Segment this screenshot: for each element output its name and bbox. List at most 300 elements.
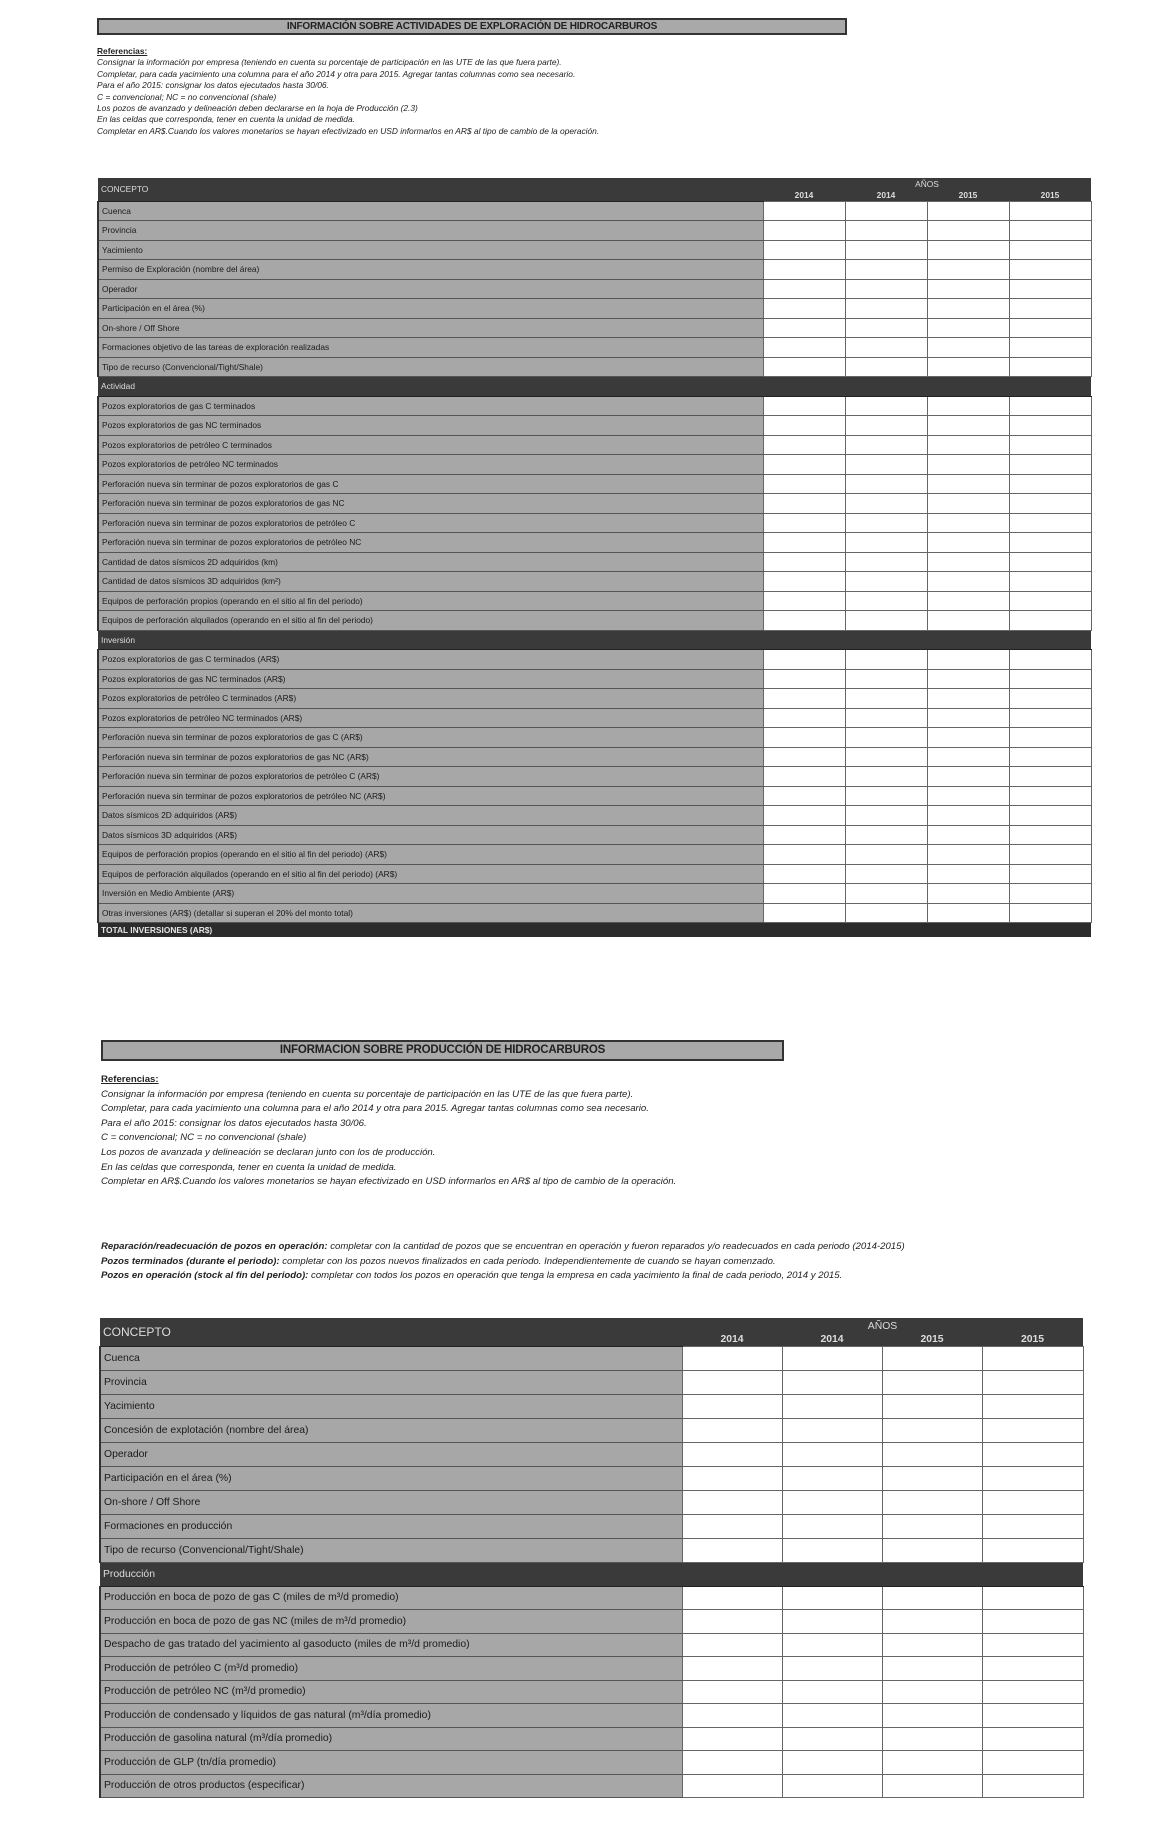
year-value-cell[interactable] xyxy=(927,689,1009,709)
year-value-cell[interactable] xyxy=(845,728,927,748)
year-value-cell[interactable] xyxy=(763,747,845,767)
year-value-cell[interactable] xyxy=(682,1514,782,1538)
concept-label: Tipo de recurso (Convencional/Tight/Shale) xyxy=(98,357,763,377)
year-value-cell[interactable] xyxy=(927,357,1009,377)
table-row xyxy=(98,650,1091,670)
table-row xyxy=(98,845,1091,865)
year-value-cell[interactable] xyxy=(1009,260,1091,280)
year-value-cell[interactable] xyxy=(927,786,1009,806)
year-value-cell[interactable] xyxy=(1009,708,1091,728)
year-value-cell[interactable] xyxy=(682,1418,782,1442)
year-value-cell[interactable] xyxy=(1009,357,1091,377)
year-value-cell[interactable] xyxy=(763,669,845,689)
year-value-cell[interactable] xyxy=(682,1394,782,1418)
year-value-cell[interactable] xyxy=(763,240,845,260)
year-value-cell[interactable] xyxy=(845,396,927,416)
reference-line: Los pozos de avanzado y delineación deben declararse en la hoja de Producción (2.3) xyxy=(97,103,418,114)
table-row xyxy=(100,1680,1083,1704)
year-value-cell[interactable] xyxy=(782,1466,882,1490)
concept-label: Producción de GLP (tn/día promedio) xyxy=(100,1751,682,1775)
year-value-cell[interactable] xyxy=(1009,845,1091,865)
year-value-cell[interactable] xyxy=(1009,513,1091,533)
section-investment: Inversión xyxy=(98,630,1091,650)
year-value-cell[interactable] xyxy=(882,1418,982,1442)
year-value-cell[interactable] xyxy=(782,1442,882,1466)
year-value-cell[interactable] xyxy=(982,1442,1083,1466)
year-value-cell[interactable] xyxy=(782,1538,882,1562)
year-value-cell[interactable] xyxy=(927,338,1009,358)
table-row xyxy=(100,1657,1083,1681)
table-row xyxy=(100,1370,1083,1394)
concept-label: Perforación nueva sin terminar de pozos exploratorios de petróleo NC xyxy=(98,533,763,553)
section-activity: Actividad xyxy=(98,377,1091,397)
concept-label: Operador xyxy=(100,1442,682,1466)
concept-label: Producción de gasolina natural (m³/día promedio) xyxy=(100,1727,682,1751)
year-value-cell[interactable] xyxy=(982,1610,1083,1634)
year-value-cell[interactable] xyxy=(1009,903,1091,923)
year-value-cell[interactable] xyxy=(882,1727,982,1751)
exploration-banner-title: INFORMACIÓN SOBRE ACTIVIDADES DE EXPLORACIÓN DE HIDROCARBUROS xyxy=(286,21,658,32)
year-value-cell[interactable] xyxy=(1009,728,1091,748)
year-value-cell[interactable] xyxy=(763,903,845,923)
year-value-cell[interactable] xyxy=(927,318,1009,338)
year-value-cell[interactable] xyxy=(1009,786,1091,806)
production-notes xyxy=(101,1240,905,1284)
reference-line: Los pozos de avanzada y delineación se declaran junto con los de producción. xyxy=(101,1146,436,1158)
year-header: 2014 xyxy=(782,1334,882,1346)
year-value-cell[interactable] xyxy=(882,1704,982,1728)
table-row xyxy=(98,513,1091,533)
year-value-cell[interactable] xyxy=(845,552,927,572)
year-value-cell[interactable] xyxy=(982,1657,1083,1681)
year-value-cell[interactable] xyxy=(845,221,927,241)
concept-label: Perforación nueva sin terminar de pozos exploratorios de gas NC xyxy=(98,494,763,514)
year-value-cell[interactable] xyxy=(1009,767,1091,787)
year-value-cell[interactable] xyxy=(882,1490,982,1514)
year-value-cell[interactable] xyxy=(763,318,845,338)
year-value-cell[interactable] xyxy=(782,1610,882,1634)
year-value-cell[interactable] xyxy=(763,201,845,221)
concept-label: On-shore / Off Shore xyxy=(100,1490,682,1514)
year-value-cell[interactable] xyxy=(927,669,1009,689)
table-row xyxy=(98,747,1091,767)
year-value-cell[interactable] xyxy=(845,240,927,260)
year-value-cell[interactable] xyxy=(927,747,1009,767)
year-value-cell[interactable] xyxy=(763,357,845,377)
table-row xyxy=(100,1466,1083,1490)
year-value-cell[interactable] xyxy=(763,260,845,280)
concept-label: Perforación nueva sin terminar de pozos exploratorios de petróleo C (AR$) xyxy=(98,767,763,787)
year-value-cell[interactable] xyxy=(982,1586,1083,1610)
year-value-cell[interactable] xyxy=(845,435,927,455)
year-value-cell[interactable] xyxy=(927,708,1009,728)
year-header: 2014 xyxy=(845,190,927,201)
table-row xyxy=(98,416,1091,436)
year-value-cell[interactable] xyxy=(1009,416,1091,436)
year-value-cell[interactable] xyxy=(782,1633,882,1657)
concept-label: Equipos de perforación propios (operando en el sitio al fin del periodo) (AR$) xyxy=(98,845,763,865)
year-value-cell[interactable] xyxy=(763,494,845,514)
year-value-cell[interactable] xyxy=(763,416,845,436)
concept-header: CONCEPTO xyxy=(98,178,763,201)
year-value-cell[interactable] xyxy=(1009,572,1091,592)
year-value-cell[interactable] xyxy=(882,1751,982,1775)
table-row xyxy=(98,455,1091,475)
year-value-cell[interactable] xyxy=(763,825,845,845)
year-value-cell[interactable] xyxy=(763,806,845,826)
year-value-cell[interactable] xyxy=(1009,435,1091,455)
year-value-cell[interactable] xyxy=(882,1657,982,1681)
year-value-cell[interactable] xyxy=(682,1774,782,1798)
concept-label: Datos sísmicos 2D adquiridos (AR$) xyxy=(98,806,763,826)
year-value-cell[interactable] xyxy=(763,611,845,631)
year-value-cell[interactable] xyxy=(845,416,927,436)
year-value-cell[interactable] xyxy=(927,767,1009,787)
year-value-cell[interactable] xyxy=(982,1633,1083,1657)
year-value-cell[interactable] xyxy=(782,1514,882,1538)
year-value-cell[interactable] xyxy=(845,474,927,494)
year-value-cell[interactable] xyxy=(782,1418,882,1442)
year-value-cell[interactable] xyxy=(845,338,927,358)
reference-line: Consignar la información por empresa (teniendo en cuenta su porcentaje de participación en las UTE de las que fuera parte). xyxy=(101,1088,634,1100)
year-value-cell[interactable] xyxy=(782,1490,882,1514)
year-value-cell[interactable] xyxy=(845,884,927,904)
year-value-cell[interactable] xyxy=(1009,650,1091,670)
year-value-cell[interactable] xyxy=(882,1586,982,1610)
year-value-cell[interactable] xyxy=(763,533,845,553)
table-row xyxy=(100,1704,1083,1728)
year-value-cell[interactable] xyxy=(682,1633,782,1657)
year-value-cell[interactable] xyxy=(763,552,845,572)
note-line xyxy=(101,1240,905,1255)
table-row xyxy=(98,221,1091,241)
year-value-cell[interactable] xyxy=(927,416,1009,436)
year-value-cell[interactable] xyxy=(927,884,1009,904)
year-value-cell[interactable] xyxy=(882,1394,982,1418)
year-value-cell[interactable] xyxy=(782,1657,882,1681)
concept-label: Participación en el área (%) xyxy=(98,299,763,319)
table-row xyxy=(98,611,1091,631)
year-value-cell[interactable] xyxy=(1009,552,1091,572)
production-references xyxy=(101,1073,676,1190)
year-value-cell[interactable] xyxy=(763,279,845,299)
year-value-cell[interactable] xyxy=(682,1704,782,1728)
table-row xyxy=(98,767,1091,787)
year-value-cell[interactable] xyxy=(845,572,927,592)
year-value-cell[interactable] xyxy=(845,299,927,319)
year-value-cell[interactable] xyxy=(763,845,845,865)
year-value-cell[interactable] xyxy=(682,1466,782,1490)
year-value-cell[interactable] xyxy=(682,1442,782,1466)
table-row xyxy=(98,299,1091,319)
year-value-cell[interactable] xyxy=(1009,884,1091,904)
year-value-cell[interactable] xyxy=(982,1346,1083,1370)
year-value-cell[interactable] xyxy=(782,1680,882,1704)
year-value-cell[interactable] xyxy=(927,650,1009,670)
year-value-cell[interactable] xyxy=(927,728,1009,748)
year-value-cell[interactable] xyxy=(1009,455,1091,475)
year-value-cell[interactable] xyxy=(982,1727,1083,1751)
year-value-cell[interactable] xyxy=(763,591,845,611)
year-value-cell[interactable] xyxy=(927,474,1009,494)
year-value-cell[interactable] xyxy=(927,455,1009,475)
table-row xyxy=(98,903,1091,923)
year-value-cell[interactable] xyxy=(1009,474,1091,494)
year-value-cell[interactable] xyxy=(763,299,845,319)
year-value-cell[interactable] xyxy=(682,1751,782,1775)
year-value-cell[interactable] xyxy=(1009,806,1091,826)
table-row xyxy=(98,825,1091,845)
year-value-cell[interactable] xyxy=(927,903,1009,923)
year-value-cell[interactable] xyxy=(763,708,845,728)
year-value-cell[interactable] xyxy=(763,338,845,358)
concept-label: Perforación nueva sin terminar de pozos exploratorios de gas NC (AR$) xyxy=(98,747,763,767)
year-value-cell[interactable] xyxy=(927,260,1009,280)
year-value-cell[interactable] xyxy=(927,572,1009,592)
year-value-cell[interactable] xyxy=(845,806,927,826)
table-row xyxy=(98,338,1091,358)
year-value-cell[interactable] xyxy=(682,1680,782,1704)
year-value-cell[interactable] xyxy=(845,767,927,787)
year-value-cell[interactable] xyxy=(845,318,927,338)
concept-label: Producción de petróleo C (m³/d promedio) xyxy=(100,1657,682,1681)
concept-label: Inversión en Medio Ambiente (AR$) xyxy=(98,884,763,904)
year-value-cell[interactable] xyxy=(927,611,1009,631)
year-value-cell[interactable] xyxy=(882,1346,982,1370)
concept-label: Perforación nueva sin terminar de pozos exploratorios de gas C xyxy=(98,474,763,494)
note-term: Reparación/readecuación de pozos en operación: xyxy=(101,1241,328,1252)
year-value-cell[interactable] xyxy=(782,1727,882,1751)
table-row xyxy=(100,1490,1083,1514)
year-value-cell[interactable] xyxy=(1009,240,1091,260)
year-value-cell[interactable] xyxy=(927,221,1009,241)
production-banner xyxy=(101,1040,784,1061)
year-value-cell[interactable] xyxy=(845,494,927,514)
year-value-cell[interactable] xyxy=(882,1633,982,1657)
year-value-cell[interactable] xyxy=(1009,864,1091,884)
year-value-cell[interactable] xyxy=(682,1727,782,1751)
year-value-cell[interactable] xyxy=(982,1774,1083,1798)
concept-label: Pozos exploratorios de gas C terminados xyxy=(98,396,763,416)
year-value-cell[interactable] xyxy=(1009,825,1091,845)
year-header: 2015 xyxy=(982,1334,1083,1346)
year-value-cell[interactable] xyxy=(882,1514,982,1538)
year-value-cell[interactable] xyxy=(927,494,1009,514)
year-value-cell[interactable] xyxy=(1009,338,1091,358)
year-value-cell[interactable] xyxy=(927,591,1009,611)
year-value-cell[interactable] xyxy=(982,1370,1083,1394)
year-value-cell[interactable] xyxy=(927,533,1009,553)
table-row xyxy=(100,1633,1083,1657)
concept-label: Cuenca xyxy=(98,201,763,221)
year-value-cell[interactable] xyxy=(782,1704,882,1728)
year-value-cell[interactable] xyxy=(845,591,927,611)
note-term: Pozos en operación (stock al fin del periodo): xyxy=(101,1270,309,1281)
table-row xyxy=(98,572,1091,592)
year-value-cell[interactable] xyxy=(682,1370,782,1394)
year-value-cell[interactable] xyxy=(845,611,927,631)
year-value-cell[interactable] xyxy=(1009,279,1091,299)
reference-line: Completar en AR$.Cuando los valores monetarios se hayan efectivizado en USD informarlos en AR$ al tipo de cambio de la operación. xyxy=(101,1176,677,1188)
year-value-cell[interactable] xyxy=(845,513,927,533)
table-row xyxy=(100,1610,1083,1634)
year-value-cell[interactable] xyxy=(845,747,927,767)
year-value-cell[interactable] xyxy=(1009,591,1091,611)
year-value-cell[interactable] xyxy=(982,1466,1083,1490)
year-value-cell[interactable] xyxy=(763,455,845,475)
concept-label: Equipos de perforación alquilados (operando en el sitio al fin del periodo) (AR$) xyxy=(98,864,763,884)
year-value-cell[interactable] xyxy=(927,513,1009,533)
year-value-cell[interactable] xyxy=(782,1346,882,1370)
note-text: completar con los pozos nuevos finalizados en cada periodo. Independientemente de cuando se hayan comenzado. xyxy=(279,1255,776,1267)
concept-label: Cantidad de datos sísmicos 3D adquiridos (km²) xyxy=(98,572,763,592)
year-value-cell[interactable] xyxy=(982,1680,1083,1704)
year-value-cell[interactable] xyxy=(845,533,927,553)
year-value-cell[interactable] xyxy=(882,1370,982,1394)
year-value-cell[interactable] xyxy=(845,650,927,670)
year-value-cell[interactable] xyxy=(845,689,927,709)
year-value-cell[interactable] xyxy=(682,1610,782,1634)
year-value-cell[interactable] xyxy=(763,864,845,884)
year-value-cell[interactable] xyxy=(763,221,845,241)
table-row xyxy=(98,240,1091,260)
year-value-cell[interactable] xyxy=(845,708,927,728)
year-value-cell[interactable] xyxy=(927,845,1009,865)
year-value-cell[interactable] xyxy=(845,455,927,475)
year-value-cell[interactable] xyxy=(1009,669,1091,689)
year-value-cell[interactable] xyxy=(982,1538,1083,1562)
year-value-cell[interactable] xyxy=(1009,221,1091,241)
year-value-cell[interactable] xyxy=(845,201,927,221)
year-value-cell[interactable] xyxy=(763,728,845,748)
year-value-cell[interactable] xyxy=(782,1370,882,1394)
year-value-cell[interactable] xyxy=(782,1586,882,1610)
section-production: Producción xyxy=(100,1562,1083,1586)
year-value-cell[interactable] xyxy=(682,1346,782,1370)
year-value-cell[interactable] xyxy=(1009,201,1091,221)
year-value-cell[interactable] xyxy=(882,1610,982,1634)
year-value-cell[interactable] xyxy=(982,1751,1083,1775)
table-row xyxy=(100,1751,1083,1775)
year-value-cell[interactable] xyxy=(882,1466,982,1490)
year-value-cell[interactable] xyxy=(845,903,927,923)
year-value-cell[interactable] xyxy=(1009,611,1091,631)
year-value-cell[interactable] xyxy=(1009,299,1091,319)
year-value-cell[interactable] xyxy=(845,260,927,280)
table-row xyxy=(100,1538,1083,1562)
table-row xyxy=(100,1346,1083,1370)
year-value-cell[interactable] xyxy=(982,1704,1083,1728)
year-value-cell[interactable] xyxy=(782,1774,882,1798)
note-line xyxy=(101,1255,905,1270)
table-row xyxy=(98,884,1091,904)
year-value-cell[interactable] xyxy=(845,845,927,865)
year-value-cell[interactable] xyxy=(763,474,845,494)
table-row xyxy=(98,786,1091,806)
year-value-cell[interactable] xyxy=(982,1394,1083,1418)
table-row xyxy=(98,435,1091,455)
reference-line: En las celdas que corresponda, tener en cuenta la unidad de medida. xyxy=(101,1161,397,1173)
year-value-cell[interactable] xyxy=(763,572,845,592)
table-row xyxy=(98,474,1091,494)
year-value-cell[interactable] xyxy=(845,825,927,845)
year-value-cell[interactable] xyxy=(927,864,1009,884)
year-value-cell[interactable] xyxy=(927,806,1009,826)
concept-label: Pozos exploratorios de gas C terminados (AR$) xyxy=(98,650,763,670)
year-value-cell[interactable] xyxy=(927,396,1009,416)
year-value-cell[interactable] xyxy=(927,240,1009,260)
year-value-cell[interactable] xyxy=(1009,318,1091,338)
year-value-cell[interactable] xyxy=(1009,494,1091,514)
year-value-cell[interactable] xyxy=(763,884,845,904)
year-value-cell[interactable] xyxy=(763,767,845,787)
year-value-cell[interactable] xyxy=(845,357,927,377)
year-value-cell[interactable] xyxy=(763,396,845,416)
year-value-cell[interactable] xyxy=(845,786,927,806)
exploration-banner xyxy=(97,18,847,35)
year-value-cell[interactable] xyxy=(1009,689,1091,709)
references-title: Referencias: xyxy=(97,46,148,56)
year-value-cell[interactable] xyxy=(1009,747,1091,767)
year-value-cell[interactable] xyxy=(982,1418,1083,1442)
year-value-cell[interactable] xyxy=(845,864,927,884)
year-value-cell[interactable] xyxy=(763,435,845,455)
year-value-cell[interactable] xyxy=(927,279,1009,299)
year-value-cell[interactable] xyxy=(927,825,1009,845)
year-value-cell[interactable] xyxy=(1009,533,1091,553)
year-value-cell[interactable] xyxy=(927,552,1009,572)
year-value-cell[interactable] xyxy=(763,689,845,709)
total-investments-row: TOTAL INVERSIONES (AR$) xyxy=(98,923,1091,937)
year-value-cell[interactable] xyxy=(927,201,1009,221)
year-value-cell[interactable] xyxy=(782,1394,882,1418)
year-value-cell[interactable] xyxy=(763,786,845,806)
year-value-cell[interactable] xyxy=(682,1490,782,1514)
note-term: Pozos terminados (durante el periodo): xyxy=(101,1255,280,1267)
table-row xyxy=(98,669,1091,689)
year-value-cell[interactable] xyxy=(882,1538,982,1562)
table-row xyxy=(98,728,1091,748)
year-value-cell[interactable] xyxy=(982,1490,1083,1514)
year-value-cell[interactable] xyxy=(1009,396,1091,416)
year-value-cell[interactable] xyxy=(882,1774,982,1798)
note-text: completar con la cantidad de pozos que se encuentran en operación y fueron reparados y/o readecuados en cada periodo (2014-2015) xyxy=(327,1241,905,1252)
table-row xyxy=(100,1774,1083,1798)
year-value-cell[interactable] xyxy=(927,435,1009,455)
table-row xyxy=(100,1394,1083,1418)
reference-line: Para el año 2015: consignar los datos ejecutados hasta 30/06. xyxy=(101,1117,367,1129)
year-value-cell[interactable] xyxy=(682,1657,782,1681)
concept-label: Producción de petróleo NC (m³/d promedio) xyxy=(100,1680,682,1704)
year-value-cell[interactable] xyxy=(927,299,1009,319)
year-value-cell[interactable] xyxy=(782,1751,882,1775)
concept-label: Perforación nueva sin terminar de pozos exploratorios de petróleo NC (AR$) xyxy=(98,786,763,806)
year-value-cell[interactable] xyxy=(845,669,927,689)
table-row xyxy=(98,396,1091,416)
year-value-cell[interactable] xyxy=(882,1442,982,1466)
concept-label: Formaciones objetivo de las tareas de exploración realizadas xyxy=(98,338,763,358)
year-value-cell[interactable] xyxy=(763,513,845,533)
year-value-cell[interactable] xyxy=(682,1538,782,1562)
concept-label: Datos sísmicos 3D adquiridos (AR$) xyxy=(98,825,763,845)
year-value-cell[interactable] xyxy=(763,650,845,670)
year-value-cell[interactable] xyxy=(682,1586,782,1610)
year-value-cell[interactable] xyxy=(845,279,927,299)
production-banner-title: INFORMACION SOBRE PRODUCCIÓN DE HIDROCARBUROS xyxy=(279,1044,606,1056)
year-value-cell[interactable] xyxy=(982,1514,1083,1538)
concept-label: Permiso de Exploración (nombre del área) xyxy=(98,260,763,280)
year-value-cell[interactable] xyxy=(882,1680,982,1704)
